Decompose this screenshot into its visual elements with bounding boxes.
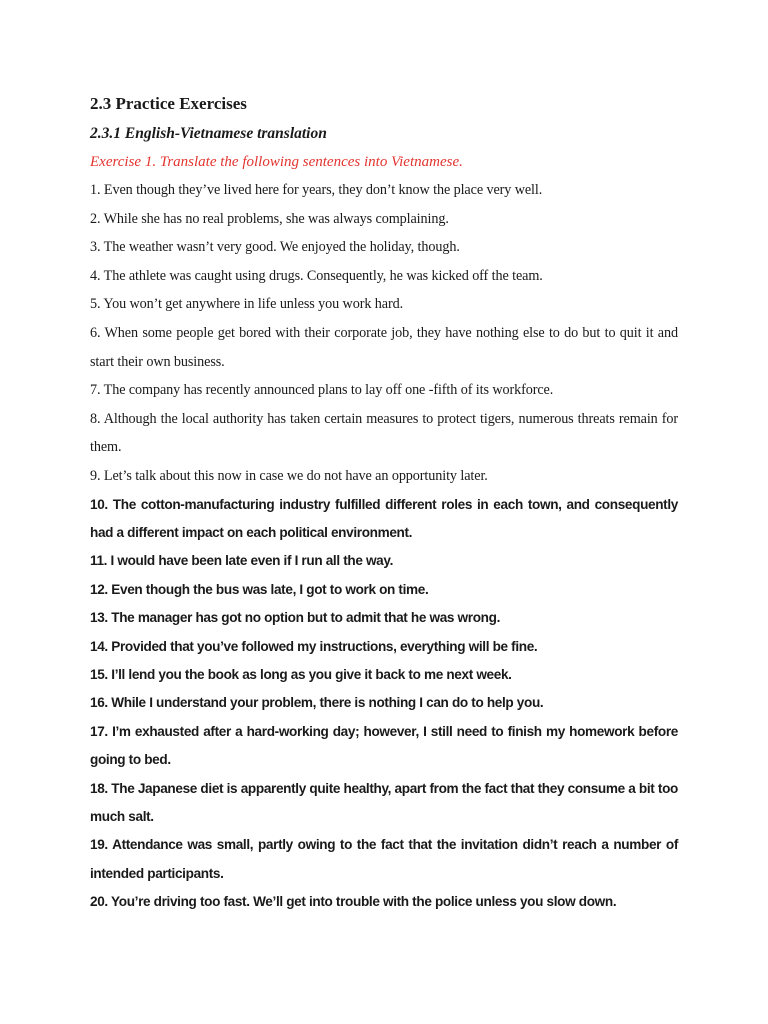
sentence-item: 2. While she has no real problems, she was always complaining. xyxy=(90,210,449,227)
sentence-item: 17. I’m exhausted after a hard-working day; however, I still need to finish my homework before going to bed. xyxy=(90,723,678,768)
sentence-item: 8. Although the local authority has taken certain measures to protect tigers, numerous threats remain for them. xyxy=(90,410,678,456)
section-title: 2.3 Practice Exercises xyxy=(90,94,247,113)
sentence-item: 19. Attendance was small, partly owing to the fact that the invitation didn’t reach a number of intended participants. xyxy=(90,837,678,881)
sentence-item: 6. When some people get bored with their corporate job, they have nothing else to do but to quit it and start their own business. xyxy=(90,324,678,370)
sentence-item: 12. Even though the bus was late, I got to work on time. xyxy=(90,581,429,597)
sentence-item: 11. I would have been late even if I run all the way. xyxy=(90,553,394,569)
sentence-item: 1. Even though they’ve lived here for years, they don’t know the place very well. xyxy=(90,182,543,198)
sentence-item: 5. You won’t get anywhere in life unless you work hard. xyxy=(90,296,404,313)
sentence-item: 3. The weather wasn’t very good. We enjoyed the holiday, though. xyxy=(90,239,460,256)
sentence-item: 4. The athlete was caught using drugs. Consequently, he was kicked off the team. xyxy=(90,267,543,284)
sentence-item: 15. I’ll lend you the book as long as you give it back to me next week. xyxy=(90,666,512,682)
sentence-item: 14. Provided that you’ve followed my instructions, everything will be fine. xyxy=(90,638,538,654)
sentence-item: 9. Let’s talk about this now in case we do not have an opportunity later. xyxy=(90,467,488,484)
subsection-title: 2.3.1 English-Vietnamese translation xyxy=(90,125,327,142)
sentence-list xyxy=(90,176,678,917)
sentence-item: 10. The cotton-manufacturing industry fulfilled different roles in each town, and consequently had a different impact on each political environment. xyxy=(90,496,678,540)
sentence-item: 13. The manager has got no option but to admit that he was wrong. xyxy=(90,610,501,626)
sentence-item: 7. The company has recently announced plans to lay off one -fifth of its workforce. xyxy=(90,382,554,399)
sentence-item: 18. The Japanese diet is apparently quite healthy, apart from the fact that they consume a bit too much salt. xyxy=(90,780,678,824)
sentence-item: 16. While I understand your problem, there is nothing I can do to help you. xyxy=(90,695,544,711)
document-page xyxy=(90,88,678,917)
exercise-title: Exercise 1. Translate the following sentences into Vietnamese. xyxy=(90,154,463,170)
sentence-item: 20. You’re driving too fast. We’ll get into trouble with the police unless you slow down. xyxy=(90,894,617,910)
